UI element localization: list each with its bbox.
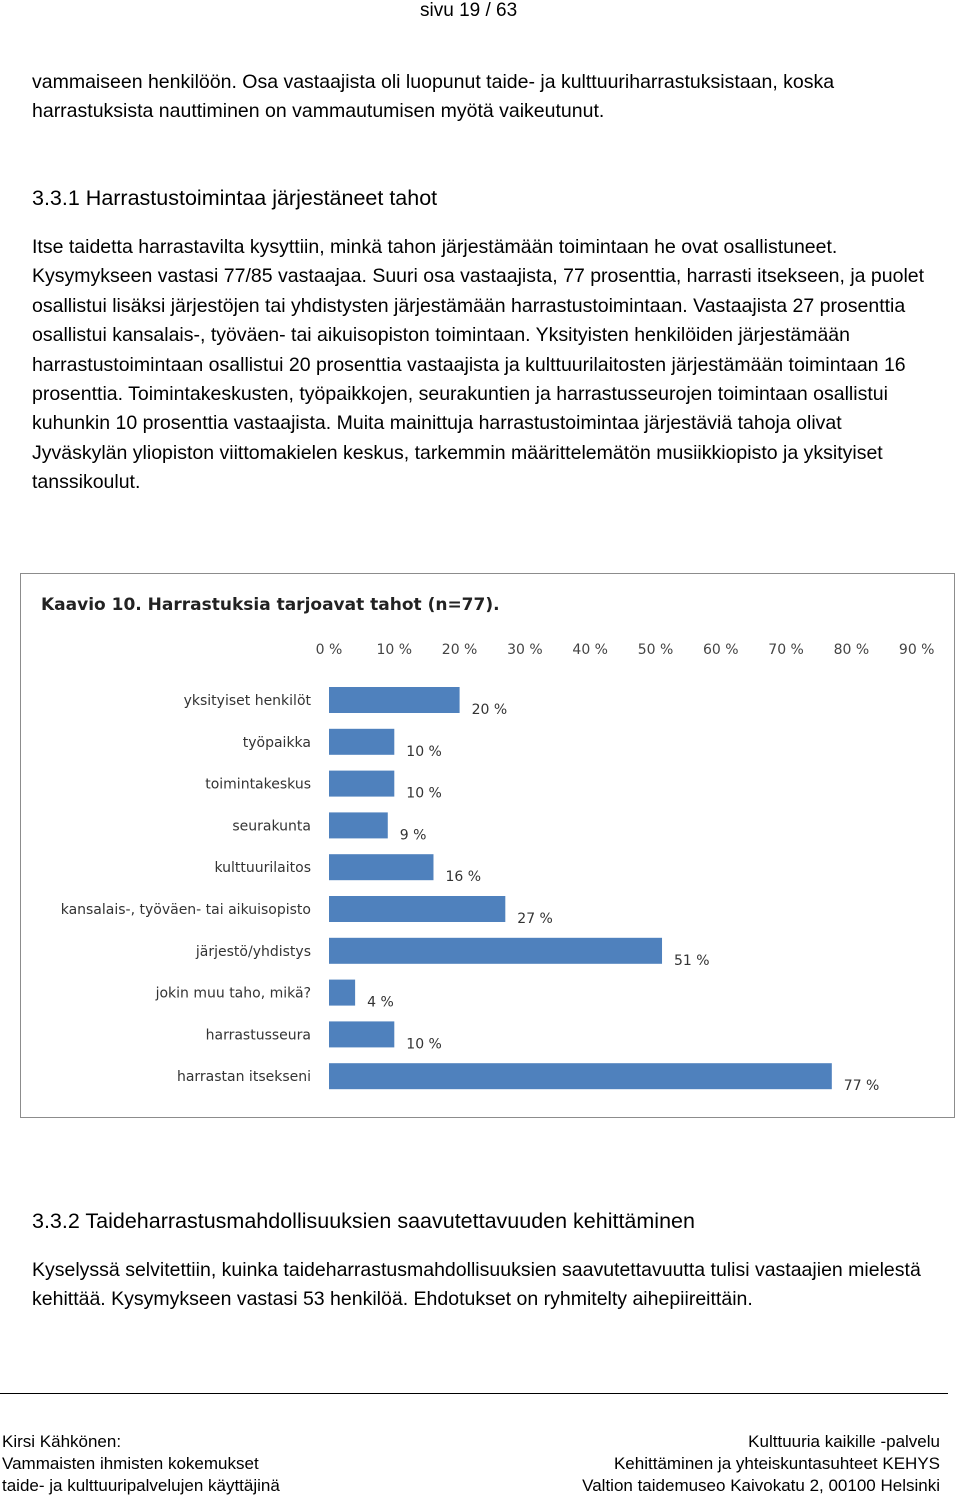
- category-label: harrastusseura: [205, 1027, 311, 1044]
- bar: [329, 896, 505, 922]
- footer-title-line2: taide- ja kulttuuripalvelujen käyttäjinä: [2, 1476, 280, 1495]
- x-tick-label: 0 %: [315, 642, 343, 658]
- paragraph: vammaiseen henkilöön. Osa vastaajista oli luopunut taide- ja kulttuuriharrastuksistaan, koska harrastuksista nauttiminen on vammautumisen myötä vaikeutunut.: [32, 71, 835, 123]
- category-label: toimintakeskus: [205, 776, 311, 793]
- footer-right: [582, 1431, 940, 1497]
- data-label: 77 %: [843, 1078, 880, 1095]
- bar: [329, 1063, 832, 1089]
- data-label: 10 %: [406, 743, 442, 760]
- chart: [20, 573, 955, 1118]
- x-tick-label: 20 %: [441, 642, 478, 658]
- footer-address: Valtion taidemuseo Kaivokatu 2, 00100 Helsinki: [582, 1476, 940, 1495]
- footer-title-line1: Vammaisten ihmisten kokemukset: [2, 1454, 259, 1473]
- footer-department: Kehittäminen ja yhteiskuntasuhteet KEHYS: [613, 1454, 940, 1473]
- data-label: 10 %: [406, 785, 442, 802]
- bar: [329, 1021, 394, 1047]
- bar: [329, 938, 662, 964]
- section-heading: 3.3.1 Harrastustoimintaa järjestäneet tahot: [32, 186, 438, 210]
- data-label: 9 %: [399, 827, 427, 844]
- data-label: 20 %: [471, 702, 508, 718]
- data-label: 4 %: [367, 994, 394, 1011]
- category-label: yksityiset henkilöt: [183, 693, 311, 709]
- category-label: harrastan itsekseni: [176, 1069, 311, 1086]
- x-tick-label: 50 %: [637, 642, 674, 658]
- x-axis-ticks: [316, 642, 935, 658]
- x-tick-label: 90 %: [898, 642, 935, 658]
- x-tick-label: 80 %: [833, 642, 870, 658]
- x-tick-label: 60 %: [703, 642, 739, 658]
- category-label: seurakunta: [232, 818, 311, 835]
- bar: [329, 812, 388, 838]
- paragraph: Kyselyssä selvitettiin, kuinka taideharrastusmahdollisuuksien saavutettavuutta tulisi vastaajien mielestä kehittää. Kysymykseen vastasi 53 henkilöä. Ehdotukset on ryhmitelty aihepiireittäin.: [32, 1259, 921, 1311]
- bar: [329, 854, 433, 880]
- data-label: 16 %: [445, 869, 482, 886]
- page-number: sivu 19 / 63: [420, 0, 518, 21]
- category-label: järjestö/yhdistys: [195, 943, 311, 960]
- x-tick-label: 10 %: [376, 642, 413, 658]
- category-label: kansalais-, työväen- tai aikuisopisto: [60, 902, 311, 918]
- section-heading: 3.3.2 Taideharrastusmahdollisuuksien saavutettavuuden kehittäminen: [32, 1209, 695, 1233]
- category-label: työpaikka: [242, 734, 311, 751]
- footer-left: [2, 1431, 280, 1497]
- bar: [329, 687, 460, 713]
- chart-title: Kaavio 10. Harrastuksia tarjoavat tahot (n=77).: [41, 595, 500, 615]
- data-label: 51 %: [674, 952, 710, 969]
- paragraph: Itse taidetta harrastavilta kysyttiin, minkä tahon järjestämään toimintaan he ovat osallistuneet. Kysymykseen vastasi 77/85 vastaajaa. Suuri osa vastaajista, 77 prosenttia, harrasti itsekseen, ja puolet osallistui lisäksi järjestöjen tai yhdistysten järjestämään harrastustoimintaan. Vastaajista 27 prosenttia osallistui kansalais-, työväen- tai aikuisopiston toimintaan. Yksityisten henkilöiden järjestämään harrastustoimintaan osallistui 20 prosenttia vastaajista ja kulttuurilaitosten järjestämään toimintaan 16 prosenttia. Toimintakeskusten, työpaikkojen, seurakuntien ja harrastusseurojen toimintaan osallistui kuhunkin 10 prosenttia vastaajista. Muita mainittuja harrastustoimintaa järjestäviä tahoja olivat Jyväskylän yliopiston viittomakielen keskus, tarkemmin määrittelemätön musiikkiopisto ja yksityiset tanssikoulut.: [32, 236, 925, 494]
- data-label: 27 %: [517, 911, 553, 927]
- category-label: kulttuurilaitos: [214, 860, 311, 877]
- footer-service: Kulttuuria kaikille -palvelu: [748, 1432, 940, 1451]
- x-tick-label: 30 %: [507, 642, 543, 658]
- bars: [329, 687, 832, 1089]
- bar-chart: [21, 574, 956, 1119]
- category-labels: [61, 693, 312, 1085]
- x-tick-label: 40 %: [572, 642, 608, 658]
- x-tick-label: 70 %: [768, 642, 804, 658]
- category-label: jokin muu taho, mikä?: [155, 985, 311, 1002]
- footer-divider: [0, 1393, 948, 1394]
- bar: [329, 980, 355, 1006]
- data-label: 10 %: [406, 1036, 442, 1053]
- footer-author: Kirsi Kähkönen:: [2, 1432, 122, 1451]
- bar: [329, 729, 394, 755]
- bar: [329, 771, 394, 797]
